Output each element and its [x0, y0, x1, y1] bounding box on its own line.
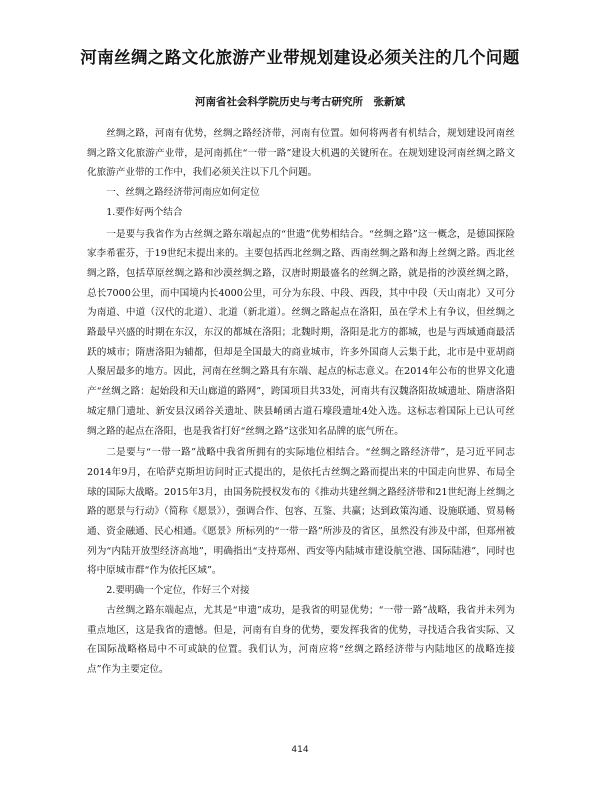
subsection-heading-1: 1.要作好两个结合	[106, 206, 183, 218]
intro-paragraph: 丝绸之路，河南有优势，丝绸之路经济带，河南有位置。如何将两者有机结合，规划建设河南丝绸之路文化旅游产业带，是河南抓住“一带一路”建设大机遇的关键所在。在规划建设河南丝绸之路文化旅游产业带的工作中，我们必须关注以下几个问题。	[87, 128, 515, 179]
paragraph-world-heritage: 一是要与我省作为古丝绸之路东端起点的“世遗”优势相结合。“丝绸之路”这一概念，是德国探险家李希霍芬，于19世纪末提出来的。主要包括西北丝绸之路、西南丝绸之路和海上丝绸之路。西北丝绸之路，包括草原丝绸之路和沙漠丝绸之路，汉唐时期最盛名的丝绸之路，就是指的沙漠丝绸之路，总长7000公里，而中国境内长4000公里，可分为东段、中段、西段，其中中段（天山南北）又可分为南道、中道（汉代的北道）、北道（新北道）。丝绸之路起点在洛阳，虽在学术上有争议，但丝绸之路最早兴盛的时期在东汉，东汉的都城在洛阳；北魏时期，洛阳是北方的都城，也是与西域通商最活跃的城市；隋唐洛阳为辅都，但却是全国最大的商业城市，许多外国商人云集于此，北市是中亚胡商人聚居最多的地方。因此，河南在丝绸之路具有东端、起点的标志意义。在2014年公布的世界文化遗产“丝绸之路：起始段和天山廊道的路网”，跨国项目共33处，河南共有汉魏洛阳故城遗址、隋唐洛阳城定鼎门遗址、新安县汉函谷关遗址、陕县崤函古道石壕段遗址4处入选。这标志着国际上已认可丝绸之路的起点在洛阳，也是我省打好“丝绸之路”这张知名品牌的底气所在。	[87, 228, 515, 437]
paragraph-belt-and-road: 二是要与“一带一路”战略中我省所拥有的实际地位相结合。“丝绸之路经济带”，是习近平同志2014年9月，在哈萨克斯坦访问时正式提出的，是依托古丝绸之路而提出来的中国走向世界、布局全球的国际大战略。2015年3月，由国务院授权发布的《推动共建丝绸之路经济带和21世纪海上丝绸之路的愿景与行动》（简称《愿景》），强调合作、包容、互鉴、共赢；达到政策沟通、设施联通、贸易畅通、资金融通、民心相通。《愿景》所标列的“一带一路”所涉及的省区，虽然没有涉及中部，但郑州被列为“内陆开放型经济高地”，明确指出“支持郑州、西安等内陆城市建设航空港、国际陆港”，同时也将中原城市群“作为依托区域”。	[87, 447, 515, 577]
article-body	[87, 124, 515, 680]
subsection-heading-2: 2.要明确一个定位，作好三个对接	[106, 585, 250, 597]
page-title: 河南丝绸之路文化旅游产业带规划建设必须关注的几个问题	[80, 48, 520, 67]
author-affiliation: 河南省社会科学院历史与考古研究所 张新斌	[195, 96, 405, 108]
paragraph-positioning: 古丝绸之路东端起点，尤其是“申遗”成功，是我省的明显优势；“一带一路”战略，我省并未列为重点地区，这是我省的遗憾。但是，河南有自身的优势，要发挥我省的优势，寻找适合我省实际、又在国际战略格局中不可或缺的位置。我们认为，河南应将“丝绸之路经济带与内陆地区的战略连接点”作为主要定位。	[87, 604, 515, 675]
section-heading-1: 一、丝绸之路经济带河南应如何定位	[106, 187, 260, 199]
page-number: 414	[291, 745, 309, 755]
